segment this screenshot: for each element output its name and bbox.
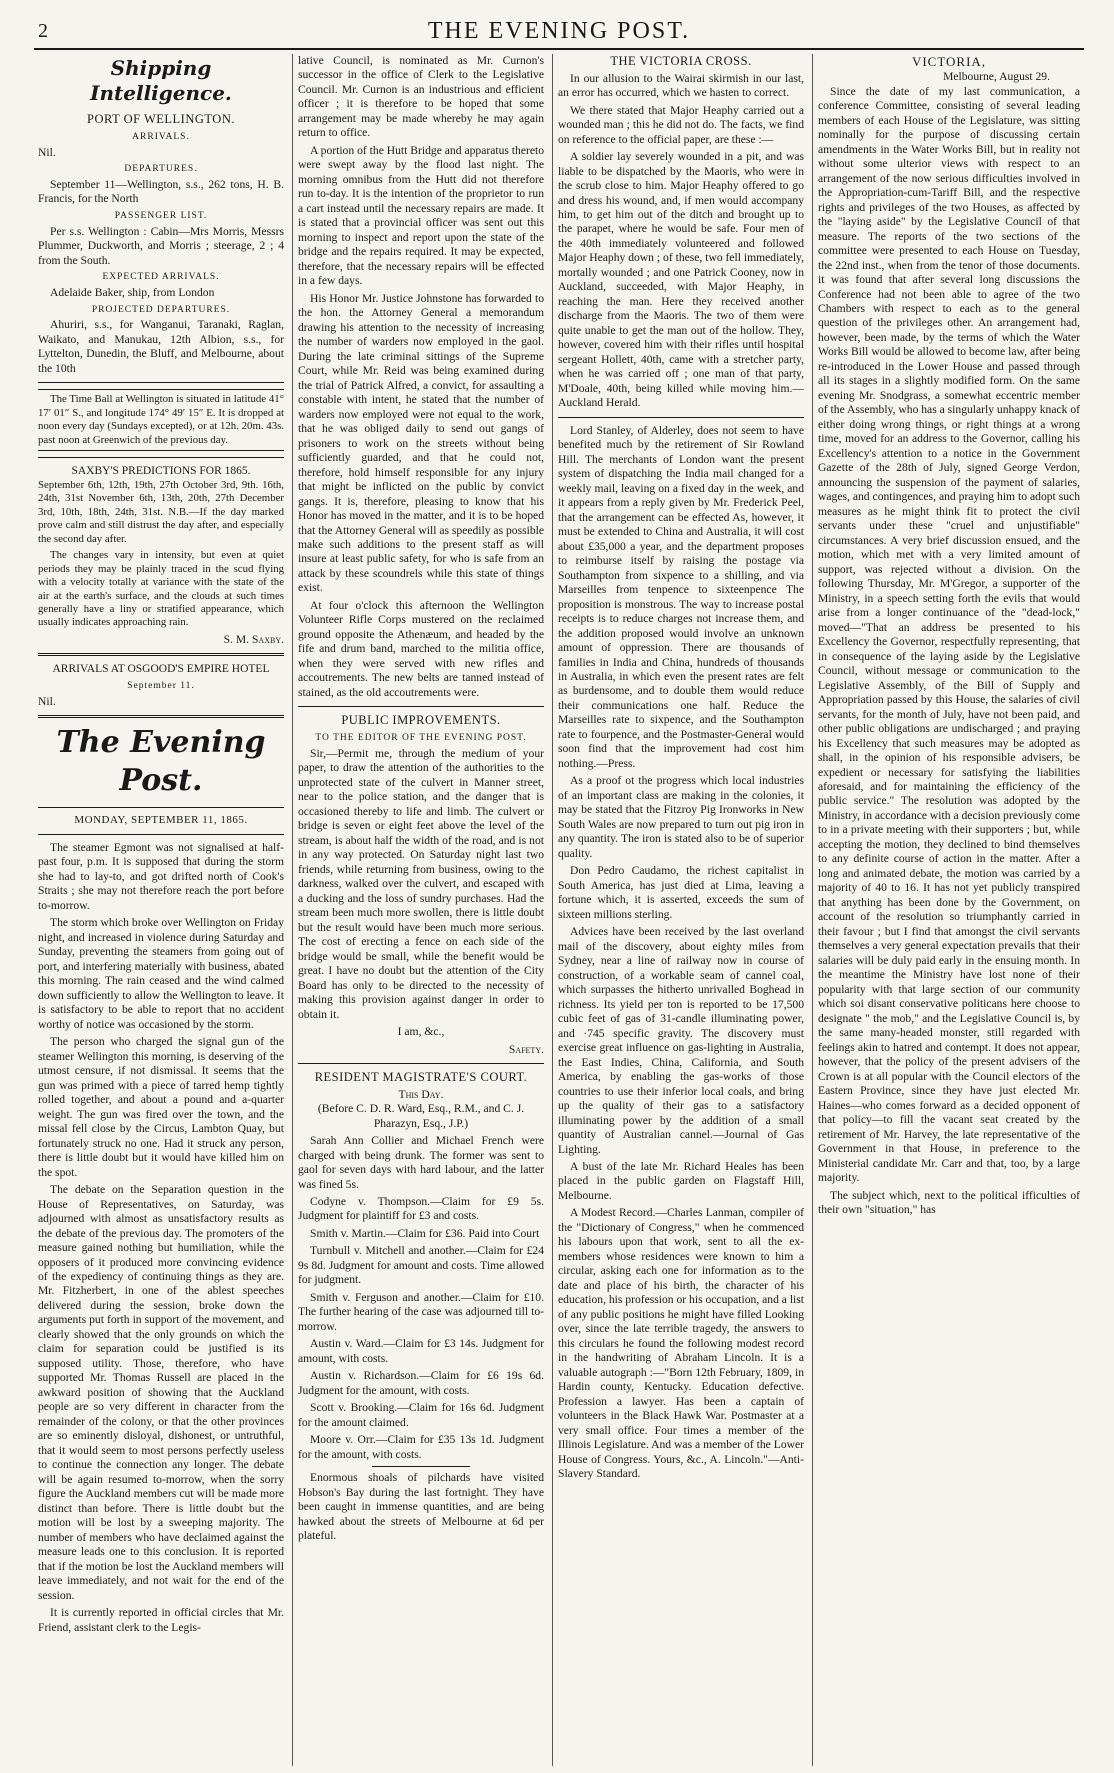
shipping-title: Shipping Intelligence. xyxy=(90,56,232,105)
court-title: RESIDENT MAGISTRATE'S COURT. xyxy=(314,1069,528,1084)
article-paragraph: It is currently reported in official circles that Mr. Friend, assistant clerk to the Legis- xyxy=(38,1606,284,1634)
osgood-date: September 11. xyxy=(127,680,195,691)
saxby-title: SAXBY'S PREDICTIONS FOR 1865. xyxy=(71,465,251,478)
divider xyxy=(372,1466,470,1467)
article-paragraph: A portion of the Hutt Bridge and apparatus thereto were swept away by the flood last night. The morning omnibus from the Hutt did not therefore run to-day. It is the intention of the proprietor to run a cart instead until the necessary repairs are made. It is stated that a provincial officer was sent out this morning to inspect and report upon the state of the bridge and the repairs required. It may be expected, therefore, that the necessary repairs will be effected in a few days. xyxy=(298,143,544,288)
osgood-text: Nil. xyxy=(38,694,56,708)
expected-label: EXPECTED ARRIVALS. xyxy=(102,272,220,283)
improvements-subtitle: TO THE EDITOR OF THE EVENING POST. xyxy=(315,732,527,743)
court-day: This Day. xyxy=(398,1087,444,1101)
arrivals-text: Nil. xyxy=(38,145,56,159)
article-paragraph: lative Council, is nominated as Mr. Curnon's successor in the office of Clerk to the Legislative Council. Mr. Curnon is an industrious and efficient officer ; it is therefore to be hoped that some arrangement may be made whereby he may again return to office. xyxy=(298,54,544,140)
divider xyxy=(38,653,284,656)
article-paragraph: Enormous shoals of pilchards have visited Hobson's Bay during the last fortnight. They have been caught in immense quantities, and are being hawked about the streets of Melbourne at 6d per plateful. xyxy=(298,1471,544,1543)
article-paragraph: The subject which, next to the political ifficulties of their own "situation," has xyxy=(818,1188,1080,1217)
article-paragraph: The person who charged the signal gun of the steamer Wellington this morning, is deserving of the utmost censure, if not dismissal. It seems that the gun was primed with a piece of tarred hemp tightly rolled together, and about a pound and a-quarter weight. The gun was fired over the town, and the missal fell close by the Circus, Lambton Quay, but fortunately struck no one. Had it struck any person, there is little doubt but it would have killed him on the spot. xyxy=(38,1035,284,1179)
court-case: Turnbull v. Mitchell and another.—Claim for £24 9s 8d. Judgment for amount and costs. Time allowed for judgment. xyxy=(298,1244,544,1287)
departures-label: DEPARTURES. xyxy=(124,163,198,174)
article-paragraph: A Modest Record.—Charles Lanman, compiler of the "Dictionary of Congress," when he commenced his labours upon that work, sent to all the ex-members whose residences were known to him a circular, asking each one for information as to the date and place of his birth, the character of his education, his profession or his occupation, and a list of any public positions he might have filled Looking over, since the late terrible tragedy, the answers to this circulars he found the following modest record in the handwriting of Abraham Lincoln. It is a valuable autograph :—"Born 12th February, 1809, in Hardin county, Kentucky. Education defective. Profession a lawyer. Has been a captain of volunteers in the Black Hawk War. Postmaster at a very small office. Four times a member of the Illinois Legislature. And was a member of the Lower House of Congress. Yours, &c., A. Lincoln."—Anti-Slavery Standard. xyxy=(558,1206,804,1481)
article-paragraph: Don Pedro Caudamo, the richest capitalist in South America, has just died at Lima, leaving a fortune which, it is asserted, exceeds the sum of sixteen millions sterling. xyxy=(558,864,804,921)
divider xyxy=(38,807,284,808)
article-paragraph: His Honor Mr. Justice Johnstone has forwarded to the hon. the Attorney General a memorandum drawing his attention to the necessity of increasing the number of warders now employed in the gaol. During the late criminal sittings of the Supreme Court, while Mr. Reid was being examined during the trial of Patrick Alfred, a convict, for assaulting a constable with intent, he stated that the number of warders now employed were not equal to the work, that he was obliged daily to send out gangs of prisoners to work on the streets without being sufficiently guarded, and that he could not, therefore, hold himself responsible for any injury that might be inflicted on the public by convict gangs. It is, therefore, pleasing to know that his Honor has moved in the matter, and it is to be hoped that the Attorney General will as speedily as possible make such additions to the present staff as will insure at least public safety, for who is safe from an attack by these scoundrels while this state of things exist. xyxy=(298,291,544,595)
letter-text: Sir,—Permit me, through the medium of your paper, to draw the attention of the authorities to the unprotected state of the culvert in Manner street, near to the police station, and the danger that is occasioned thereby to life and limb. The culvert or bridge is seven or eight feet above the level of the stream, is about half the width of the road, and is not in any way protected. On Saturday night last two friends, while returning from business, owing to the darkness, walked over the culvert, and escaped with a ducking and the loss of sundry purchases. Had the stream been much more swollen, there is little doubt but the result would have been much more serious. The cost of erecting a fence on each side of the bridge would be small, while the benefit would be great. I have no doubt but the attention of the City Board has only to be directed to the necessity of making this provision against danger in order to obtain it. xyxy=(298,746,544,1021)
divider xyxy=(298,1063,544,1064)
column-4 xyxy=(818,54,1080,1766)
column-3 xyxy=(558,54,804,1766)
court-case: Moore v. Orr.—Claim for £35 13s 1d. Judgment for the amount, with costs. xyxy=(298,1433,544,1461)
paper-name: THE EVENING POST. xyxy=(427,18,691,44)
port-title: PORT OF WELLINGTON. xyxy=(87,112,235,126)
article-paragraph: Since the date of my last communication, a conference Committee, consisting of several leading members of each House of the Legislature, was sitting nominally for the purpose of discussing certain amendments in the Water Works Bill, but in reality not without some ulterior views with respect to an arrangement of the now serious difficulties involved in the Appropriation-cum-Tariff Bill, and the respective rights and privileges of the two Houses, as affected by the "laying aside" by the Legislative Council of that measure. The reports of the two sections of the committee were presented to each House on Tuesday, the 22nd inst., when from the tenor of those documents. it was found that after several long discussions the Conference had not been able to agree of the two Chambers with respect to each as to the general question of the privileges other. An arrangement had, however, been made, by the terms of which the Water Works Bill would be allowed to become law, after being re-introduced in the Lower House and passed through all its stages in a slightly modified form. On the same evening Mr. Snodgrass, a somewhat eccentric member of the Assembly, who has a singularly unhappy knack of either doing wrong things, or right things at a wrong time, moved for an address to the Governor, calling his Excellency's attention to a notice in the Government Gazette of the 28th of July, signed George Verdon, announcing the suspension of the payment of salaries, wages, and contingences, and praying him to adopt such measures as he might think fit to protect the civil servants under these "cruel and unjustifiable" circumstances. A very brief discussion ensued, and the motion, which met with a very limited amount of support, was rejected without a division. On the following Thursday, Mr. M'Gregor, a supporter of the Ministry, in a speech setting forth the evils that would arise from a longer continuance of the "dead-lock," moved—"That an address be presented to his Excellency the Governor, respectfully representing, that in consequence of the laying aside by the Legislative Council, without message or communication to the Legislative Assembly, of the Bill of Supply and Appropriation passed by this House, the salaries of civil servants, for the month of July, have not been paid, and other public obligations are undischarged ; and praying his Excellency that such measures may be adopted as shall, in the opinion of his responsible advisers, be expedient or necessary for satisfying the liabilities aforesaid, and for maintaining the efficiency of the public service." The resolution was adopted by the Ministry, in accordance with a decision previously come to in a private meeting with their supporters ; but, while accepting the motion, they declined to bind themselves to any definite course of action in the matter. After a long and animated debate, the motion was carried by a majority of 40 to 16. It has not yet publicly transpired that anything has been done by the Government, on account of the resolution so triumphantly carried in their favour ; but I find that amongst the civil servants themselves a very general expectation prevails that their salaries will be duly paid early in the ensuing month. In the meantime the Ministry have lost none of their popularity with that large section of our community which soi disant conservative politicans here choose to designate " the mob," and the Legislative Council is, by the same many-headed monster, still regarded with feelings akin to hatred and contempt. It does not appear, however, that the policy of the present advisers of the Crown is at all popular with the Council electors of the Eastern Province, since they have just elected Mr. Haines—who comes forward as a decided opponent of that policy—to fill the vacant seat created by the retirement of Mr. Harvey, the late representative of the Government in that House, in preference to the Ministerial candidate Mr. Carr and that, too, by a large majority. xyxy=(818,84,1080,1185)
divider xyxy=(38,715,284,718)
divider xyxy=(38,457,284,458)
article-paragraph: The storm which broke over Wellington on Friday night, and increased in violence during Saturday and Sunday, preventing the steamers from going out of port, and interfering materially with business, abated this morning. The rain ceased and the wind calmed down sufficiently to allow the Wellington to leave. It is satisfactory to be able to report that no accident worthy of notice was occasioned by the storm. xyxy=(38,916,284,1031)
saxby-signature: S. M. Saxby. xyxy=(223,632,284,646)
court-case: Austin v. Ward.—Claim for £3 14s. Judgment for amount, with costs. xyxy=(298,1337,544,1365)
dateline: MONDAY, SEPTEMBER 11, 1865. xyxy=(74,814,248,827)
column-rule xyxy=(292,54,293,1766)
arrivals-label: ARRIVALS. xyxy=(132,131,190,142)
saxby-text: September 6th, 12th, 19th, 27th October 3rd, 9th. 16th, 24th, 31st November 6th, 13th, 20th, 27th December 3rd, 10th, 18th, 24th, 31st. N.B.—If the day marked prove calm and still distrust the day after, and especially the second day after. xyxy=(38,478,284,545)
article-paragraph: The steamer Egmont was not signalised at half-past four, p.m. It is supposed that during the storm she had to lay-to, and got drifted north of Cook's Straits ; she may not therefore reach the port before to-morrow. xyxy=(38,840,284,912)
court-case: Scott v. Brooking.—Claim for 16s 6d. Judgment for the amount claimed. xyxy=(298,1401,544,1429)
letter-signature: Safety. xyxy=(508,1042,544,1056)
article-paragraph: At four o'clock this afternoon the Wellington Volunteer Rifle Corps mustered on the reclaimed ground opposite the Athenæum, and headed by the fife and drum band, marched to the militia office, when they were served with new rifles and accoutrements. The new belts are tanned instead of stained, as the old accoutrements were. xyxy=(298,598,544,699)
passenger-text: Per s.s. Wellington : Cabin—Mrs Morris, Messrs Plummer, Duckworth, and Morris ; steerage, 2 ; 4 from the South. xyxy=(38,224,284,267)
court-case: Codyne v. Thompson.—Claim for £9 5s. Judgment for plaintiff for £3 and costs. xyxy=(298,1195,544,1223)
court-bench: (Before C. D. R. Ward, Esq., R.M., and C. J. Pharazyn, Esq., J.P.) xyxy=(317,1102,525,1130)
article-paragraph: Advices have been received by the last overland mail of the discovery, about eighty miles from Sydney, near a line of railway now in course of construction, of a workable seam of cannel coal, which surpasses the hitherto unrivalled Boghead in richness. Its yield per ton is reported to be 17,500 cubic feet of gas of 31-candle illuminating power, and ·745 specific gravity. The discovery must exercise great influence on gas-lighting in Australia, the East Indies, China, California, and South America, by enabling the gas-works of those countries to use their inferior local coals, and bring up the quality of their gas to a satisfactory illuminating power by the addition of a small quantity of Australian cannel.—Journal of Gas Lighting. xyxy=(558,925,804,1156)
victoria-title: VICTORIA, xyxy=(911,54,987,69)
improvements-title: PUBLIC IMPROVEMENTS. xyxy=(341,713,501,728)
article-paragraph: A bust of the late Mr. Richard Heales has been placed in the public garden on Flagstaff Hill, Melbourne. xyxy=(558,1159,804,1202)
osgood-title: ARRIVALS AT OSGOOD'S EMPIRE HOTEL xyxy=(52,663,270,676)
column-1 xyxy=(38,54,284,1766)
court-case: Smith v. Ferguson and another.—Claim for £10. The further hearing of the case was adjourned till to-morrow. xyxy=(298,1290,544,1333)
page-header xyxy=(34,14,1084,50)
divider xyxy=(298,706,544,707)
saxby-text-2: The changes vary in intensity, but even at quiet periods they may be plainly traced in the scud flying with a velocity totally at variance with the state of the air at the earth's surface, and the clouds at such times generally have a liny or stratified appearance, which usually indicates approaching rain. xyxy=(38,549,284,629)
projected-text: Ahuriri, s.s., for Wanganui, Taranaki, Raglan, Waikato, and Manukau, 12th Albion, s.s., for Lyttelton, Dunedin, the Bluff, and Melbourne, about the 10th xyxy=(38,318,284,375)
passenger-label: PASSENGER LIST. xyxy=(114,210,208,221)
court-case: Smith v. Martin.—Claim for £36. Paid into Court xyxy=(310,1226,540,1240)
article-paragraph: In our allusion to the Wairai skirmish in our last, an error has occurred, which we hasten to correct. xyxy=(558,71,804,100)
departures-text: September 11—Wellington, s.s., 262 tons, H. B. Francis, for the North xyxy=(38,177,284,206)
victoria-dateline: Melbourne, August 29. xyxy=(943,70,1050,84)
column-rule xyxy=(552,54,553,1766)
article-paragraph: The debate on the Separation question in the House of Representatives, on Saturday, was adjourned with almost as unsatisfactory results as the debate of the previous day. The promoters of the measure gained nothing but humiliation, while the opposers of it produced more convincing evidence of the expediency of continuing things as they are. Mr. Fitzherbert, in one of the ablest speeches delivered during the session, broke down the arguments put forth in support of the movement, and clearly showed that the only grounds on which the claim for separation could be justified is its supposed utility. Those, therefore, who have supported Mr. Thomas Russell are placed in the awkward position of showing that the Auckland people are so very different in character from the remainder of the colony, or that the other provinces are so eminently disloyal, dishonest, or untruthful, that it would seem to most persons perfectly useless to continue the connection any longer. The debate will be again resumed to-morrow, when the sorry figure the Auckland members cut will be made more distinct than before. There is little doubt but the motion will be lost by a sweeping majority. The number of members who have declaimed against the measure leads one to this conclusion. It is reported that if the motion be lost the Auckland members will leave immediately, and not wait for the end of the session. xyxy=(38,1183,284,1602)
masthead-title: The Evening Post. xyxy=(56,725,266,798)
court-case: Sarah Ann Collier and Michael French were charged with being drunk. The former was sent to gaol for seven days with hard labour, and the latter was fined 5s. xyxy=(298,1134,544,1191)
article-paragraph: We there stated that Major Heaphy carried out a wounded man ; this he did not do. The facts, we find on reference to the official paper, are these :— xyxy=(558,103,804,146)
victoria-cross-title: THE VICTORIA CROSS. xyxy=(610,54,752,68)
page-number: 2 xyxy=(38,20,48,42)
expected-text: Adelaide Baker, ship, from London xyxy=(50,286,215,300)
article-paragraph: As a proof ot the progress which local industries of an important class are making in the colonies, it may be stated that the Fitzroy Pig Ironworks in New South Wales are now prepared to turn out pig iron in any quantity. The iron is stated also to be of superior quality. xyxy=(558,774,804,860)
divider xyxy=(558,417,804,418)
timeball-text: The Time Ball at Wellington is situated in latitude 41° 17′ 01″ S., and longitude 174° 49′ 15″ E. It is dropped at noon every day (Sundays excepted), or at 12h. 20m. 43s. past noon at Greenwich of the previous day. xyxy=(38,389,284,451)
letter-close: I am, &c., xyxy=(397,1025,445,1039)
divider xyxy=(38,382,284,383)
divider xyxy=(38,834,284,835)
court-case: Austin v. Richardson.—Claim for £6 19s 6d. Judgment for the amount, with costs. xyxy=(298,1369,544,1397)
projected-label: PROJECTED DEPARTURES. xyxy=(91,304,231,315)
column-2 xyxy=(298,54,544,1766)
article-paragraph: A soldier lay severely wounded in a pit, and was liable to be dispatched by the Maoris, who were in the scrub close to him. Major Heaphy offered to go and dress his wound, and, if men would accompany him, to get him out of the ditch and brought up to the parapet, where he would be safe. Four men of the 40th immediately volunteered and followed Major Heaphy down ; of these, two fell immediately, mortally wounded ; and one Patrick Cooney, now in Auckland, succeeded, with Major Heaphy, in reaching the man. Here they received another discharge from the Maoris. The two of them were quite unable to get the man out of the hollow. They, however, covered him with their rifles until hospital sergeant Hollett, 40th, came with a stretcher party, when he was carried off ; one man of that party, M'Doale, 40th, being killed while moving him.—Auckland Herald. xyxy=(558,150,804,410)
column-rule xyxy=(812,54,813,1766)
article-paragraph: Lord Stanley, of Alderley, does not seem to have benefited much by the retirement of Sir Rowland Hill. The merchants of London want the present system of dispatching the India mail changed for a weekly mail, leaving on a fixed day in the week, and it appears from a reply given by Mr. Frederick Peel, that the arrangement can be effected As, however, it must be extended to China and Australia, it will cost about £35,000 a year, and the department proposes to reimburse itself by raising the postage via Southampton from sixpence to a shilling, and via Marseilles from tenpence to sixteenpence The proposition is monstrous. The way to increase postal receipts is to reduce charges not increase them, and the addition proposed would involve an unknown amount of oppression. There are thousands of families in India and China, hundreds of thousands in Australia, in which even the present rates are felt as burdensome, and to double them would reduce their communications one half. Reduce the Marseilles rate to sixpence, and the Southampton rate to fourpence, and the Postmaster-General would soon find that the improvement had cost him nothing.—Press. xyxy=(558,423,804,770)
